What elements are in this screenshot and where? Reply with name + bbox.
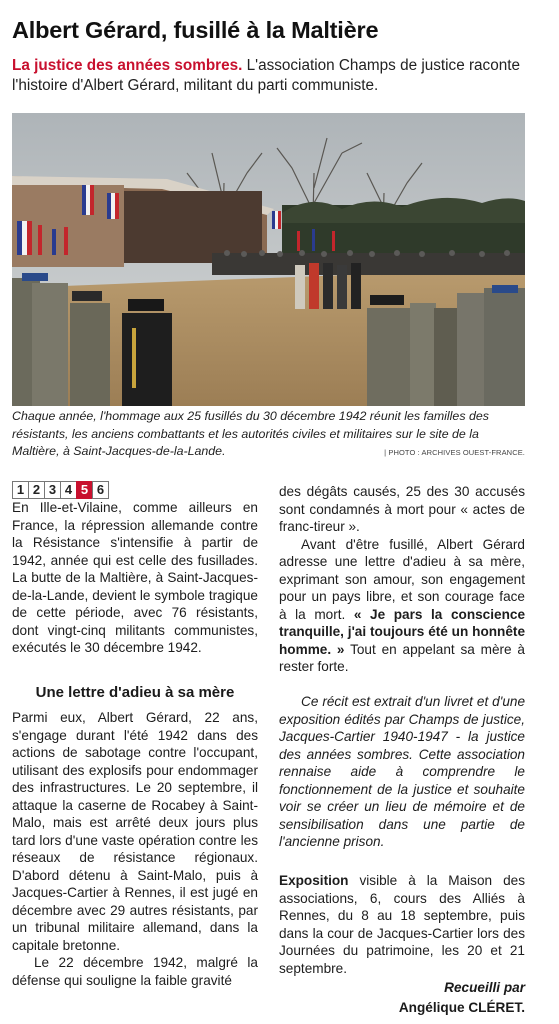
ceremony-photo [12, 113, 525, 406]
paragraph-intro: En Ille-et-Vilaine, comme ailleurs en France, la répression allemande contre la Résistance s'intensifie à partir de 1942, année qui est celle des fusillades. La butte de la Maltière, à Saint-Jacques-de-la-Lande, devient le symbole tragique de cette période, avec 76 résistants, dont vingt-cinq militants communistes, exécutés le 30 décembre 1942. [12, 500, 258, 655]
letter-text-end: Tout en appelant sa mère à rester forte. [279, 641, 525, 674]
paragraph-sentence: des dégâts causés, 25 des 30 accusés sont condamnés à mort pour « actes de franc-tireur ». [279, 484, 525, 534]
exhibition-text: visible à la Maison des associations, 6, cours des Alliés à Rennes, du 8 au 18 septembre, puis dans la cour de Jacques-Cartier lors des Journées du patrimoine, les 20 et 21 septembre. [279, 873, 525, 976]
column-left [12, 499, 258, 657]
paragraph-letter [279, 536, 525, 676]
paragraph-exhibition [279, 872, 525, 977]
column-right [279, 483, 525, 676]
chapo-text: L'association Champs de justice raconte l'histoire d'Albert Gérard, militant du parti communiste. [12, 57, 520, 94]
byline-label: Recueilli par [444, 980, 525, 995]
series-page-3: 3 [44, 481, 61, 499]
column-left-lower [12, 709, 258, 989]
letter-text: Avant d'être fusillé, Albert Gérard adresse une lettre d'adieu à sa mère, exprimant son amour, son engagement pour un pays libre, et son courage face à la mort. [279, 536, 525, 622]
letter-quote: « Je pars la conscience tranquille, j'ai toujours été un honnête homme. » [279, 606, 526, 657]
article-headline: Albert Gérard, fusillé à la Maltière [12, 17, 379, 43]
exhibition-note [279, 872, 525, 977]
byline-author: Angélique CLÉRET. [398, 1000, 525, 1015]
booklet-note [279, 693, 525, 851]
series-page-1: 1 [12, 481, 29, 499]
subheading: Une lettre d'adieu à sa mère [35, 684, 235, 701]
chapo-lead: La justice des années sombres. [12, 57, 243, 74]
series-page-2: 2 [28, 481, 45, 499]
byline [399, 978, 525, 1018]
paragraph-december: Le 22 décembre 1942, malgré la défense qui souligne la faible gravité [12, 955, 258, 988]
series-page-4: 4 [60, 481, 77, 499]
photo-caption: Chaque année, l'hommage aux 25 fusillés du 30 décembre 1942 réunit les familles des résistants, les anciens combattants et les autorités civiles et militaires sur le site de la Maltière, à Saint-Jacques-de-la-Lande. [12, 409, 489, 459]
paragraph-albert: Parmi eux, Albert Gérard, 22 ans, s'engage durant l'été 1942 dans des actions de sabotage contre l'occupant, utilisant des explosifs pour endommager des infrastructures. Le 20 septembre, il attaque la caserne de Rocabey à Saint-Malo, mais est arrêté deux jours plus tard lors d'une vaste opération contre les réseaux de résistance régionaux. D'abord détenu à Saint-Malo, puis à Jacques-Cartier à Rennes, il est jugé en décembre avec 29 autres résistants, par un tribunal militaire allemand, dans la capitale bretonne. [12, 710, 258, 953]
exhibition-lead: Exposition [279, 873, 349, 888]
page-series-indicator [12, 481, 108, 499]
paragraph-booklet: Ce récit est extrait d'un livret et d'une exposition édités par Champs de justice, Jacques-Cartier 1940-1947 - la justice des années sombres. Cette association rennaise aide à comprendre le fonctionnement de la justice et souhaite voir se créer un lieu de mémoire et de sensibilisation dans une partie de l'ancienne prison. [279, 694, 525, 849]
series-page-5-current: 5 [76, 481, 93, 499]
series-page-6: 6 [92, 481, 109, 499]
article-chapo [12, 56, 552, 96]
photo-credit: | PHOTO : ARCHIVES OUEST-FRANCE. [384, 448, 525, 457]
